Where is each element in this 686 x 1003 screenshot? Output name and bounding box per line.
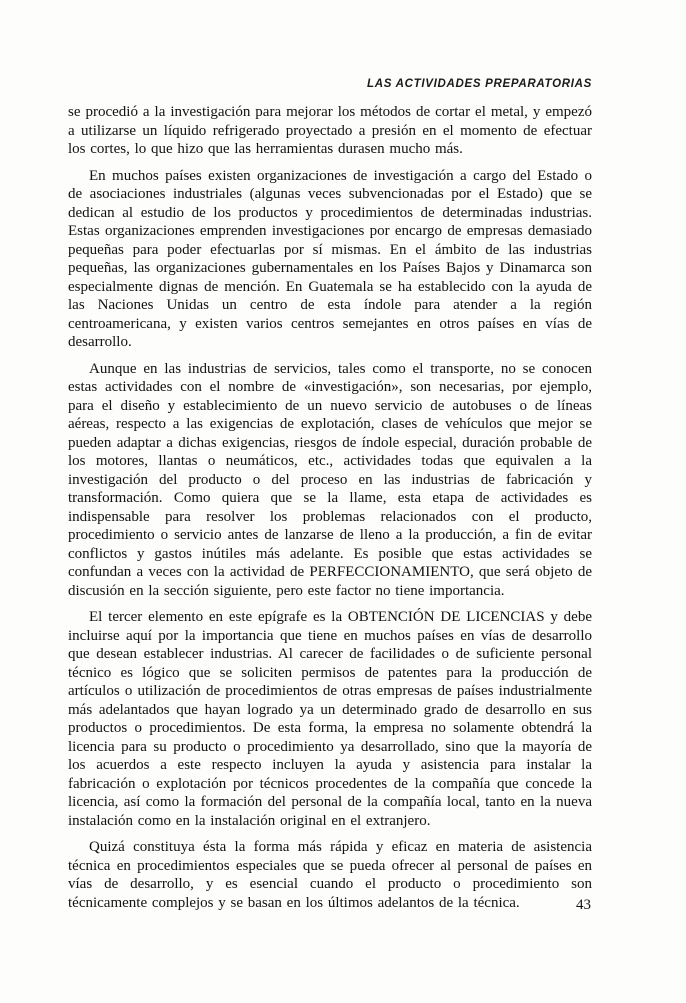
paragraph-2: En muchos países existen organizaciones de investigación a cargo del Estado o de asociaciones industriales (algunas veces subvencionadas por el Estado) que se dedican al estudio de los productos y procedimientos de determinadas industrias. Estas organizaciones emprenden investigaciones por encargo de empresas demasiado pequeñas para poder efectuarlas por sí mismas. En el ámbito de las industrias pequeñas, las organizaciones gubernamentales en los Países Bajos y Dinamarca son especialmente dignas de mención. En Guatemala se ha establecido con la ayuda de las Naciones Unidas un centro de esta índole para atender a la región centroamericana, y existen varios centros semejantes en otros países en vías de desarrollo. [68, 167, 592, 350]
page-number: 43 [576, 897, 591, 913]
paragraph-3: Aunque en las industrias de servicios, tales como el transporte, no se conocen estas actividades con el nombre de «investigación», son necesarias, por ejemplo, para el diseño y establecimiento de un nuevo servicio de autobuses o de líneas aéreas, respecto a las exigencias de explotación, clases de vehículos que mejor se pueden adaptar a dichas exigencias, riesgos de índole especial, duración probable de los motores, llantas o neumáticos, etc., actividades todas que equivalen a la investigación del producto o del proceso en las industrias de fabricación y transformación. Como quiera que se la llame, esta etapa de actividades es indispensable para resolver los problemas relacionados con el producto, procedimiento o servicio antes de lanzarse de lleno a la producción, a fin de evitar conflictos y gastos inútiles más adelante. Es posible que estas actividades se confundan a veces con la actividad de PERFECCIONAMIENTO, que será objeto de discusión en la sección siguiente, pero este factor no tiene importancia. [68, 360, 592, 599]
paragraph-4: El tercer elemento en este epígrafe es la OBTENCIÓN DE LICENCIAS y debe incluirse aquí por la importancia que tiene en muchos países en vías de desarrollo que desean establecer industrias. Al carecer de facilidades o de suficiente personal técnico es lógico que se soliciten permisos de patentes para la producción de artículos o utilización de procedimientos de otras empresas de países industrialmente más adelantados que hayan logrado ya un determinado grado de desarrollo en sus productos o procedimientos. De esta forma, la empresa no solamente obtendrá la licencia para su producto o procedimiento ya desarrollado, sino que la mayoría de los acuerdos a este respecto incluyen la ayuda y asistencia para instalar la fabricación o explotación por técnicos procedentes de la compañía que concede la licencia, así como la formación del personal de la compañía local, tanto en la nueva instalación como en la instalación original en el extranjero. [68, 609, 592, 829]
body-text [68, 103, 592, 920]
running-head: LAS ACTIVIDADES PREPARATORIAS [367, 78, 592, 90]
paragraph-1: se procedió a la investigación para mejorar los métodos de cortar el metal, y empezó a utilizarse un líquido refrigerado proyectado a presión en el momento de efectuar los cortes, lo que hizo que las herramientas durasen mucho más. [68, 104, 592, 157]
paragraph-5: Quizá constituya ésta la forma más rápida y eficaz en materia de asistencia técnica en procedimientos especiales que se pueda ofrecer al personal de países en vías de desarrollo, y es esencial cuando el producto o procedimiento son técnicamente complejos y se basan en los últimos adelantos de la técnica. [68, 839, 592, 911]
